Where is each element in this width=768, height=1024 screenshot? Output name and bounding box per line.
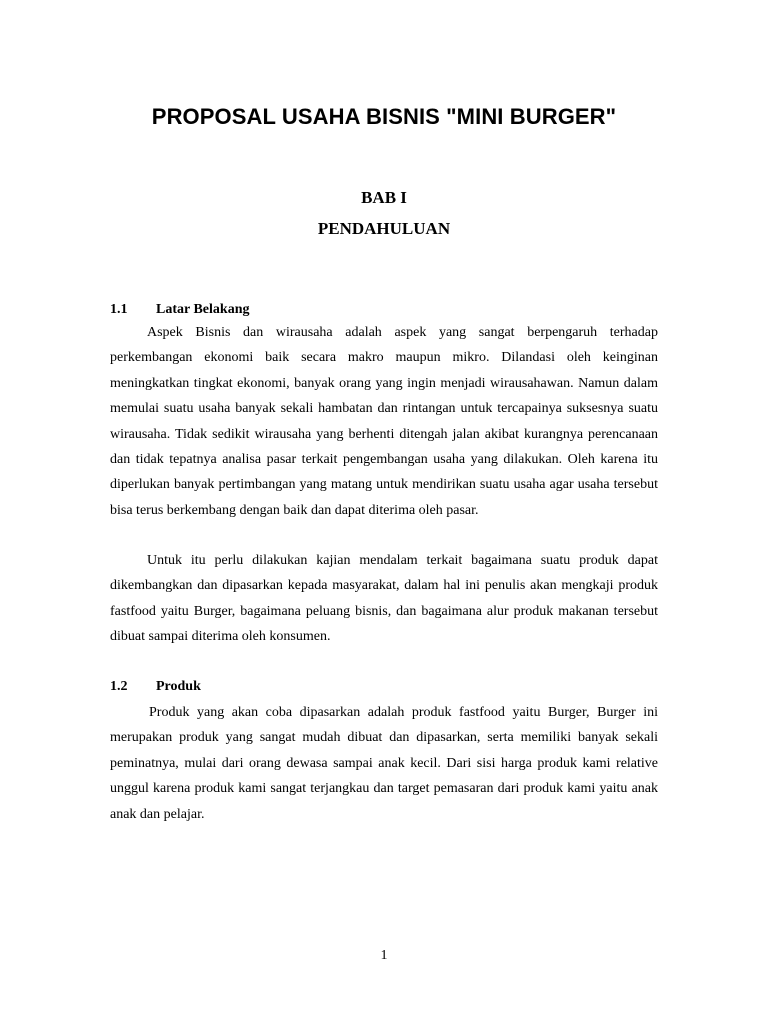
paragraph-latar-belakang-1: Aspek Bisnis dan wirausaha adalah aspek yang sangat berpengaruh terhadap perkembangan ekonomi baik secara makro maupun mikro. Dilandasi oleh keinginan meningkatkan tingkat ekonomi, banyak orang yang ingin menjadi wirausahawan. Namun dalam memulai suatu usaha banyak sekali hambatan dan rintangan untuk tercapainya suksesnya suatu wirausaha. Tidak sedikit wirausaha yang berhenti ditengah jalan akibat kurangnya perencanaan dan tidak tepatnya analisa pasar terkait pengembangan usaha yang dilakukan. Oleh karena itu diperlukan banyak pertimbangan yang matang untuk mendirikan suatu usaha agar usaha tersebut bisa terus berkembang dengan baik dan dapat diterima oleh pasar. bbox=[110, 325, 658, 518]
chapter-number: BAB I bbox=[361, 188, 407, 207]
section-heading-produk bbox=[110, 678, 201, 696]
chapter-title: PENDAHULUAN bbox=[317, 219, 451, 238]
section-number: 1.1 bbox=[110, 302, 128, 317]
section-title: Produk bbox=[156, 679, 201, 694]
page-number: 1 bbox=[380, 948, 388, 963]
section-title: Latar Belakang bbox=[156, 302, 250, 317]
document-title: PROPOSAL USAHA BISNIS "MINI BURGER" bbox=[151, 104, 617, 129]
paragraph-produk-1: Produk yang akan coba dipasarkan adalah produk fastfood yaitu Burger, Burger ini merupakan produk yang sangat mudah dibuat dan dipasarkan, serta memiliki banyak sekali peminatnya, mulai dari orang dewasa sampai anak kecil. Dari sisi harga produk kami relative unggul karena produk kami sangat terjangkau dan target pemasaran dari produk kami yaitu anak anak dan pelajar. bbox=[110, 705, 658, 822]
paragraph-latar-belakang-2: Untuk itu perlu dilakukan kajian mendalam terkait bagaimana suatu produk dapat dikembangkan dan dipasarkan kepada masyarakat, dalam hal ini penulis akan mengkaji produk fastfood yaitu Burger, bagaimana peluang bisnis, dan bagaimana alur produk makanan tersebut dibuat sampai diterima oleh konsumen. bbox=[110, 553, 658, 645]
section-heading-latar-belakang bbox=[110, 301, 249, 319]
section-number: 1.2 bbox=[110, 679, 128, 694]
